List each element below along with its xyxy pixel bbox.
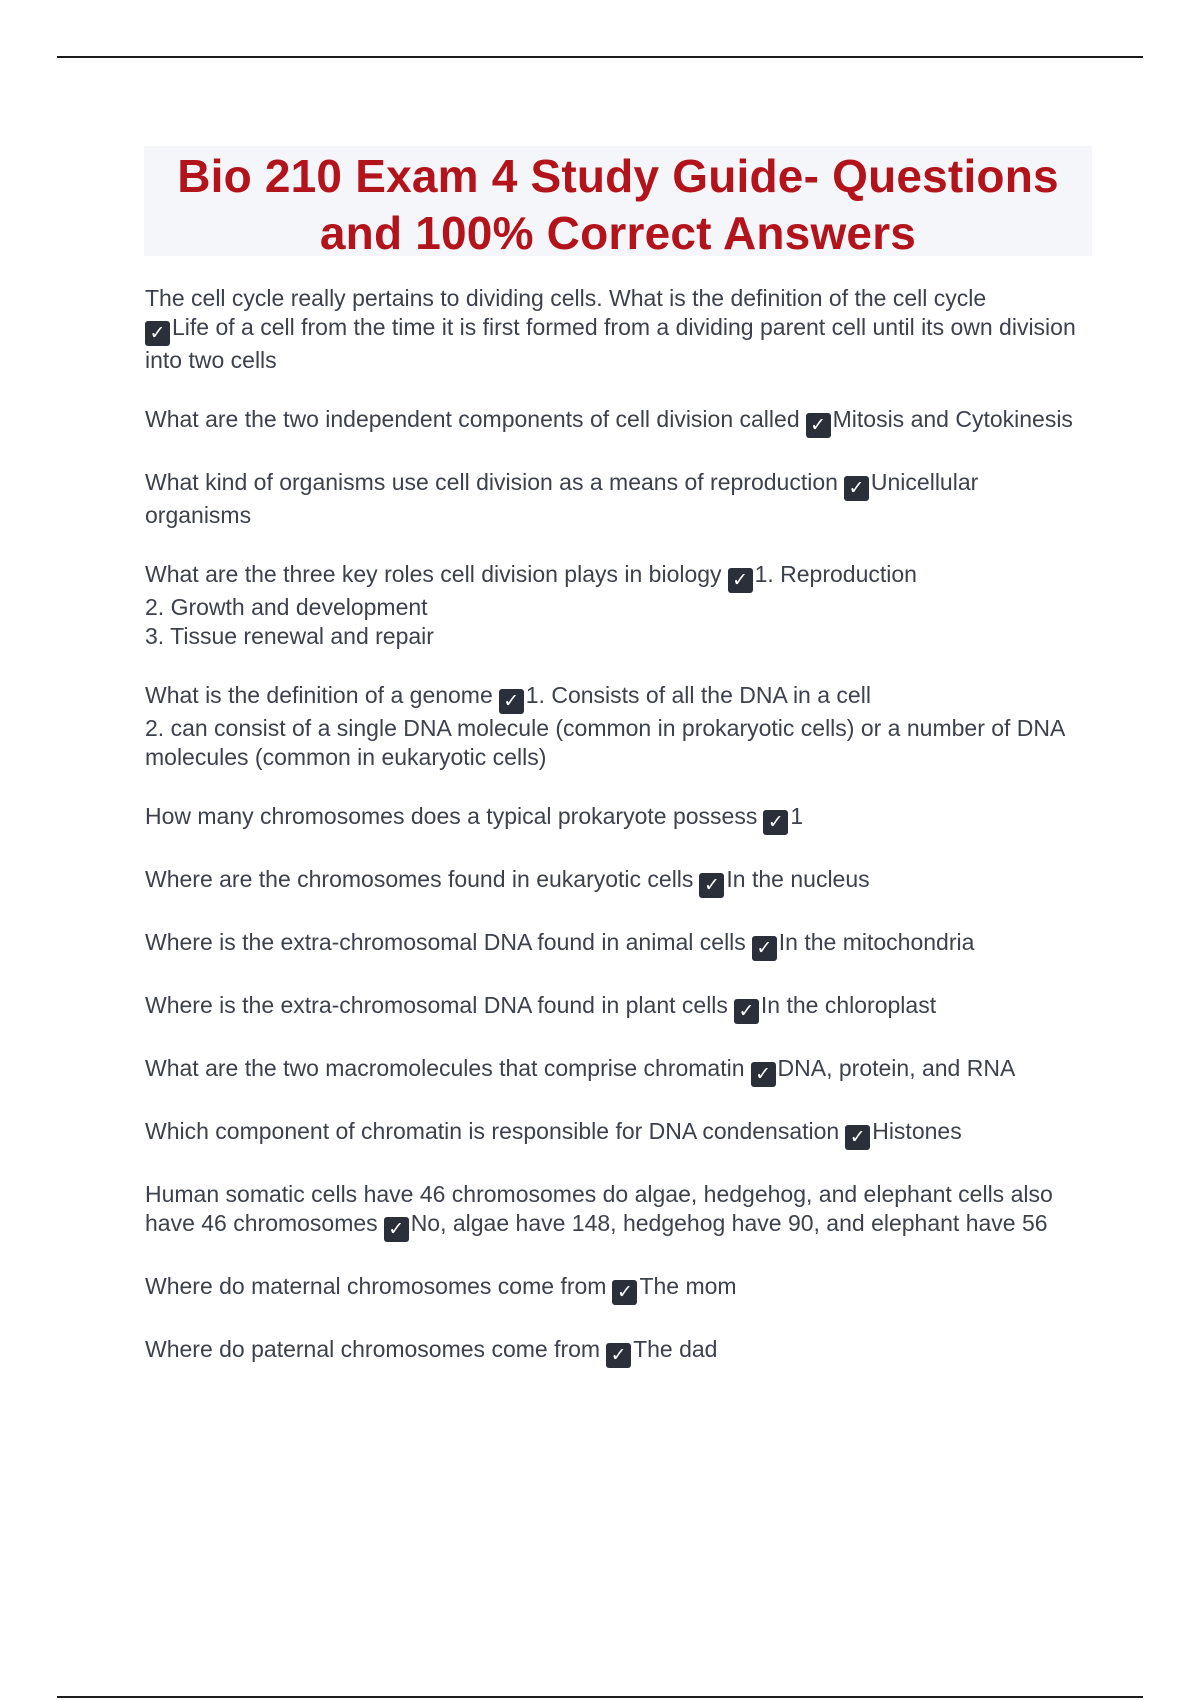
top-rule — [57, 56, 1143, 58]
answer-text: No, algae have 148, hedgehog have 90, and elephant have 56 — [410, 1210, 1048, 1236]
qa-item — [145, 468, 1085, 530]
qa-item — [145, 991, 1085, 1024]
checkmark-icon: ✓ — [384, 1217, 409, 1242]
question-text: Where is the extra-chromosomal DNA found in plant cells — [145, 992, 728, 1018]
question-text: Where do maternal chromosomes come from — [145, 1273, 607, 1299]
question-text: How many chromosomes does a typical prokaryote possess — [145, 803, 758, 829]
qa-item — [145, 1054, 1085, 1087]
answer-extra-line: 2. can consist of a single DNA molecule (common in prokaryotic cells) or a number of DNA molecules (common in eukaryotic cells) — [145, 715, 1065, 770]
question-text: What are the three key roles cell division plays in biology — [145, 561, 722, 587]
answer-extra-line: 2. Growth and development — [145, 594, 428, 620]
answer-text: 1 — [790, 803, 804, 829]
checkmark-icon: ✓ — [734, 999, 759, 1024]
question-text: Which component of chromatin is responsible for DNA condensation — [145, 1118, 840, 1144]
qa-item — [145, 865, 1085, 898]
qa-list — [145, 284, 1085, 1398]
answer-text: The dad — [633, 1336, 718, 1362]
answer-text: 1. Consists of all the DNA in a cell — [525, 682, 871, 708]
question-text: What are the two independent components of cell division called — [145, 406, 800, 432]
question-text: Where are the chromosomes found in eukaryotic cells — [145, 866, 694, 892]
answer-text: 1. Reproduction — [754, 561, 917, 587]
checkmark-icon: ✓ — [806, 413, 831, 438]
qa-item — [145, 1117, 1085, 1150]
question-text: Where is the extra-chromosomal DNA found in animal cells — [145, 929, 746, 955]
checkmark-icon: ✓ — [844, 476, 869, 501]
bottom-rule — [57, 1696, 1143, 1698]
question-text: What are the two macromolecules that comprise chromatin — [145, 1055, 745, 1081]
checkmark-icon: ✓ — [845, 1125, 870, 1150]
checkmark-icon: ✓ — [145, 321, 170, 346]
answer-text: DNA, protein, and RNA — [777, 1055, 1016, 1081]
title-banner — [144, 146, 1092, 259]
title-line-2: and 100% Correct Answers — [319, 207, 917, 259]
question-text: What is the definition of a genome — [145, 682, 493, 708]
answer-text: Mitosis and Cytokinesis — [832, 406, 1073, 432]
answer-text: In the nucleus — [726, 866, 870, 892]
qa-item — [145, 284, 1085, 375]
qa-item — [145, 1272, 1085, 1305]
checkmark-icon: ✓ — [606, 1343, 631, 1368]
answer-text: Unicellular organisms — [145, 469, 979, 528]
answer-text: In the chloroplast — [760, 992, 937, 1018]
qa-item — [145, 928, 1085, 961]
qa-item — [145, 1180, 1085, 1242]
checkmark-icon: ✓ — [499, 689, 524, 714]
qa-item — [145, 560, 1085, 651]
checkmark-icon: ✓ — [728, 568, 753, 593]
answer-text: Histones — [872, 1118, 962, 1144]
question-text: What kind of organisms use cell division as a means of reproduction — [145, 469, 838, 495]
checkmark-icon: ✓ — [612, 1280, 637, 1305]
answer-extra-line: 3. Tissue renewal and repair — [145, 623, 434, 649]
checkmark-icon: ✓ — [763, 810, 788, 835]
answer-text: Life of a cell from the time it is first formed from a dividing parent cell until its own division into two cells — [145, 314, 1076, 373]
qa-item — [145, 802, 1085, 835]
title-line-1: Bio 210 Exam 4 Study Guide- Questions — [177, 150, 1059, 202]
question-text: Human somatic cells have 46 chromosomes do algae, hedgehog, and elephant cells also have 46 chromosomes — [145, 1181, 1053, 1236]
checkmark-icon: ✓ — [751, 1062, 776, 1087]
qa-item — [145, 405, 1085, 438]
checkmark-icon: ✓ — [752, 936, 777, 961]
question-text: Where do paternal chromosomes come from — [145, 1336, 601, 1362]
question-text: The cell cycle really pertains to dividing cells. What is the definition of the cell cycle — [145, 285, 987, 311]
checkmark-icon: ✓ — [699, 873, 724, 898]
answer-text: In the mitochondria — [778, 929, 975, 955]
document-title — [144, 146, 1092, 262]
qa-item — [145, 1335, 1085, 1368]
qa-item — [145, 681, 1085, 772]
answer-text: The mom — [639, 1273, 737, 1299]
